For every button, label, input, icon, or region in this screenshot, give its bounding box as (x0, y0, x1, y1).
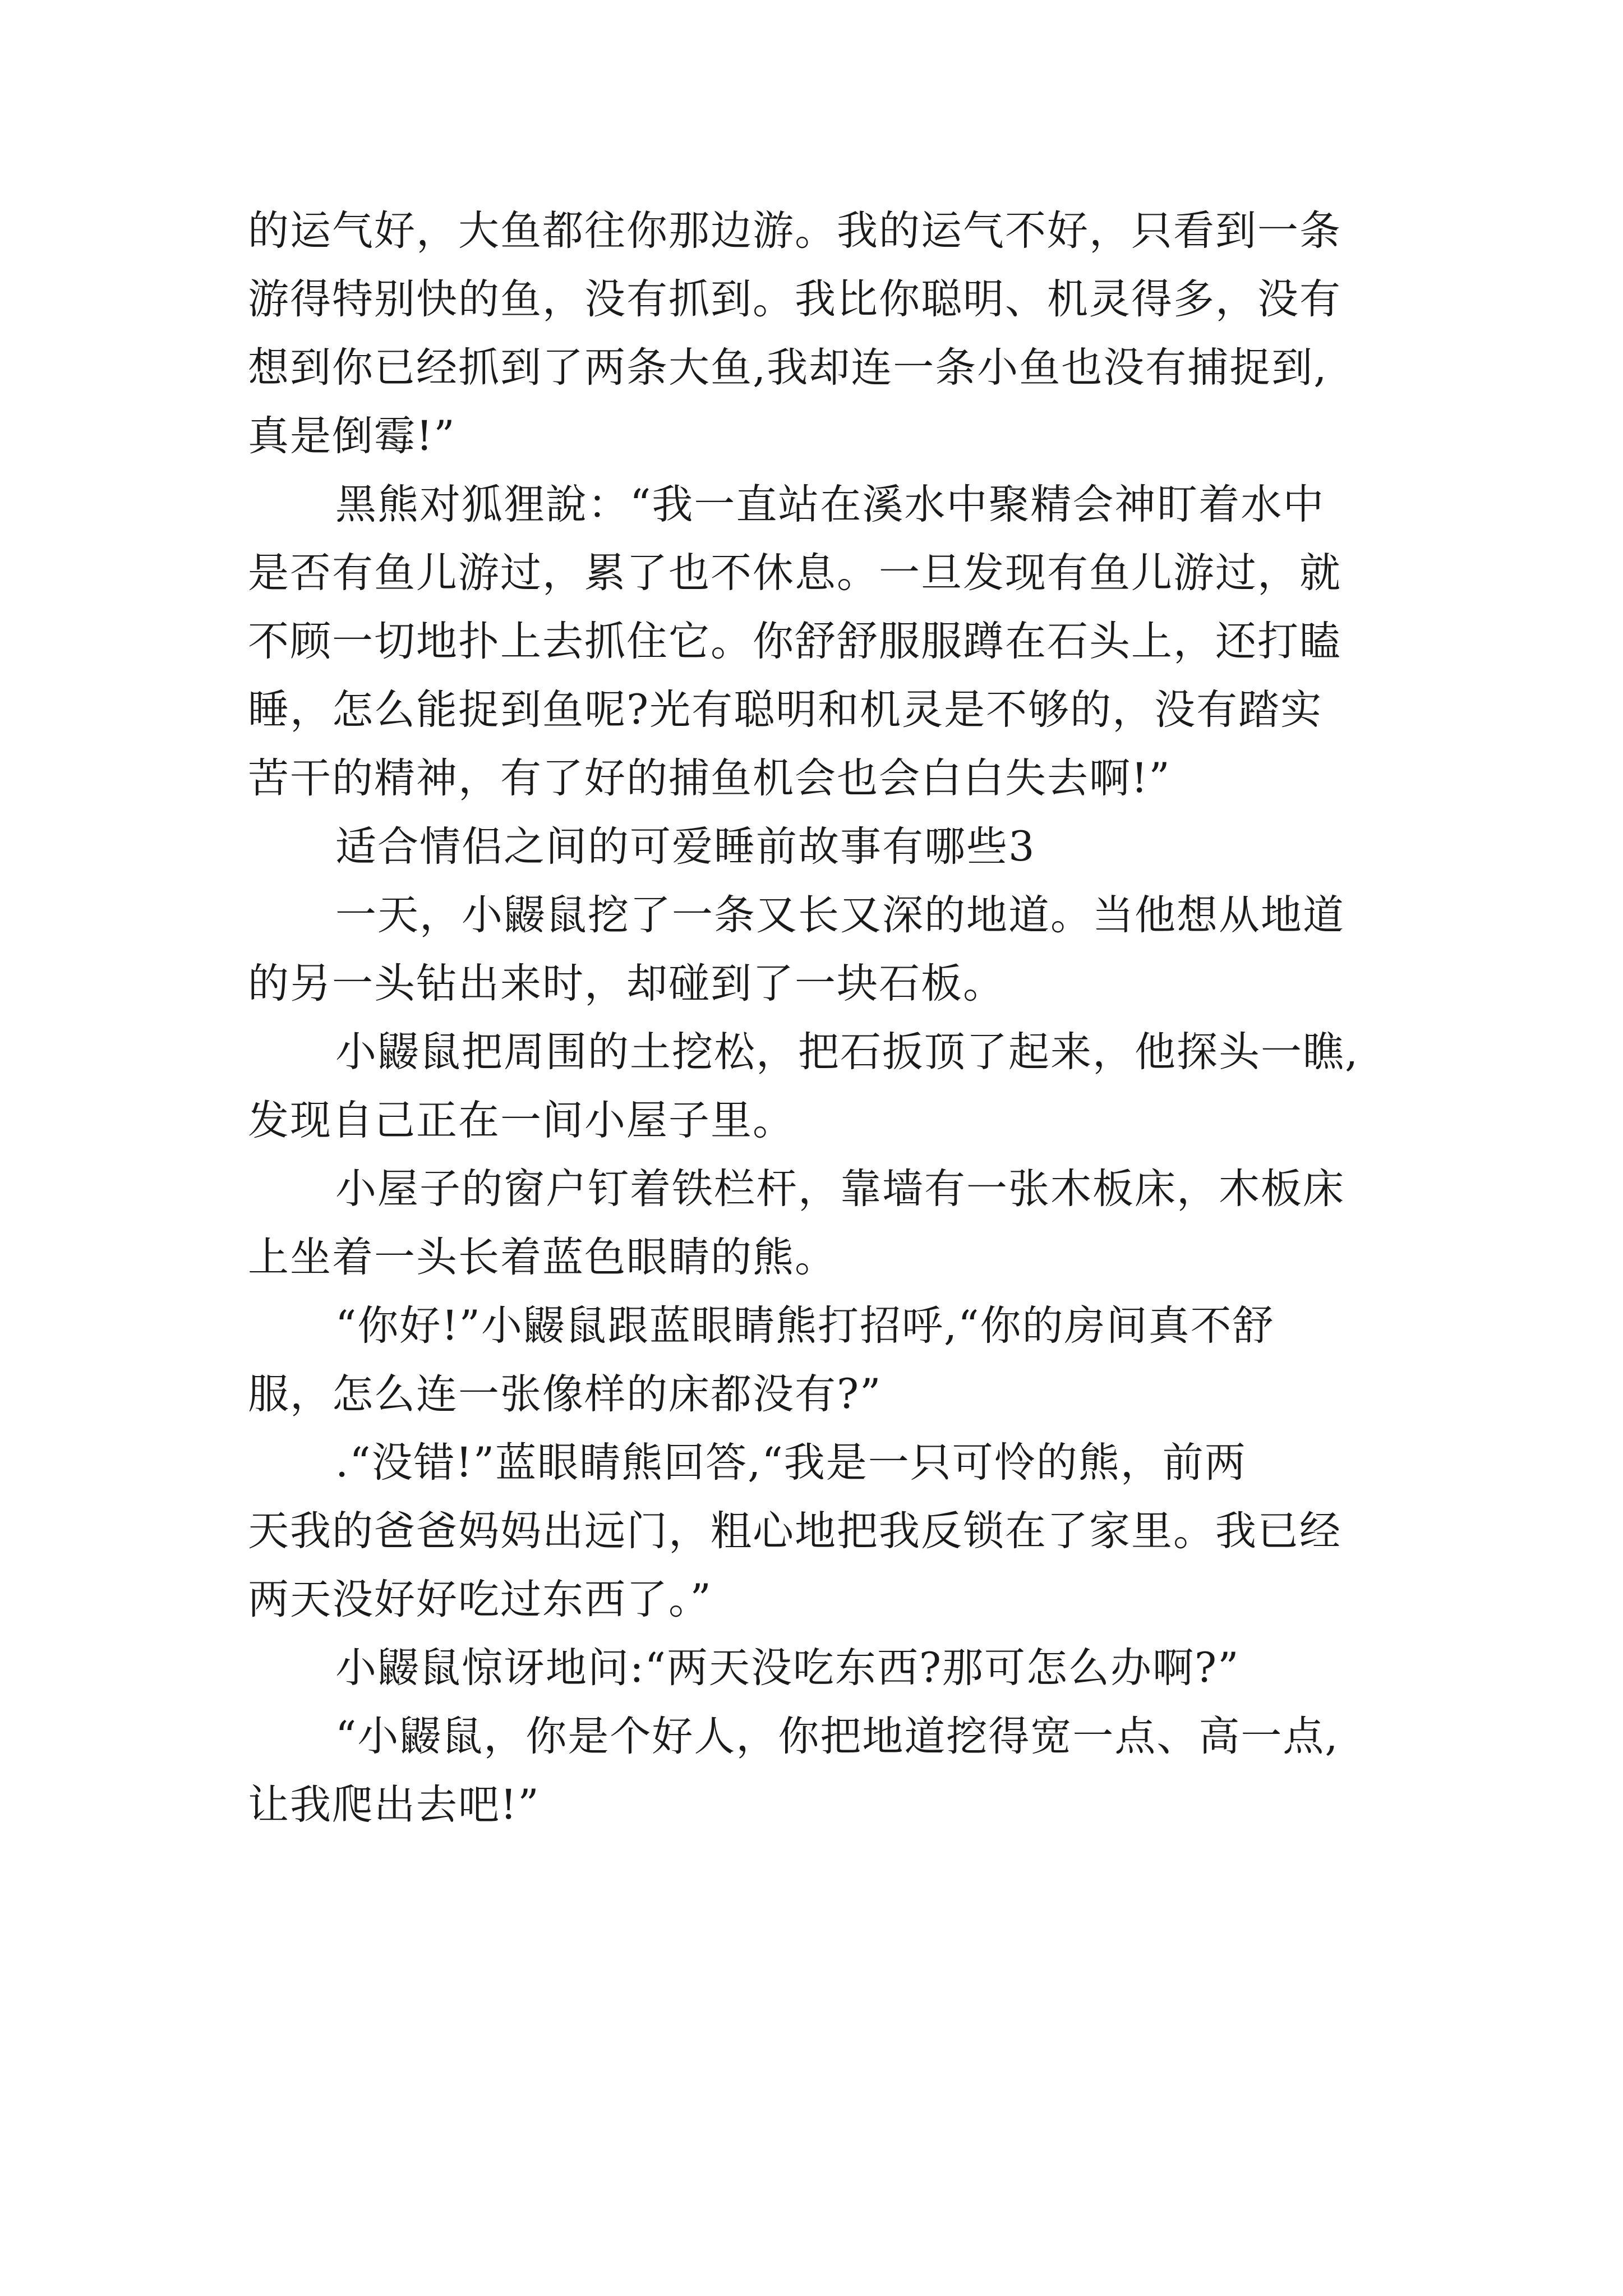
text-line: 是否有鱼儿游过，累了也不休息。一旦发现有鱼儿游过，就 (248, 549, 1341, 597)
text-line: 真是倒霉!” (248, 412, 456, 460)
text-line: 睡，怎么能捉到鱼呢?光有聪明和机灵是不够的，没有踏实 (248, 686, 1323, 734)
text-line: 上坐着一头长着蓝色眼睛的熊。 (248, 1234, 837, 1281)
text-line: 两天没好好吃过东西了。” (248, 1576, 712, 1623)
paragraph-start: 小鼹鼠惊讶地问:“两天没吃东西?那可怎么办啊?” (335, 1644, 1240, 1692)
paragraph-start: 一天，小鼹鼠挖了一条又长又深的地道。当他想从地道 (335, 891, 1345, 939)
text-line: 的另一头钻出来时，却碰到了一块石板。 (248, 960, 1005, 1007)
paragraph-start: “小鼹鼠，你是个好人，你把地道挖得宽一点、高一点, (335, 1713, 1339, 1760)
paragraph-start: “你好!”小鼹鼠跟蓝眼睛熊打招呼,“你的房间真不舒 (335, 1302, 1275, 1350)
text-line: 想到你已经抓到了两条大鱼,我却连一条小鱼也没有捕捉到, (248, 344, 1328, 392)
paragraph-start: 小屋子的窗户钉着铁栏杆，靠墙有一张木板床，木板床 (335, 1165, 1345, 1213)
text-line: 游得特别快的鱼，没有抓到。我比你聪明、机灵得多，没有 (248, 275, 1341, 323)
text-line: 服，怎么连一张像样的床都没有?” (248, 1370, 882, 1418)
text-line: 不顾一切地扑上去抓住它。你舒舒服服蹲在石头上，还打瞌 (248, 618, 1341, 665)
text-line: 天我的爸爸妈妈出远门，粗心地把我反锁在了家里。我已经 (248, 1507, 1341, 1555)
paragraph-start: .“没错!”蓝眼睛熊回答,“我是一只可怜的熊，前两 (335, 1439, 1247, 1487)
text-line: 让我爬出去吧!” (248, 1781, 540, 1829)
section-heading: 适合情侣之间的可爱睡前故事有哪些3 (335, 823, 1036, 871)
text-line: 的运气好，大鱼都往你那边游。我的运气不好，只看到一条 (248, 207, 1341, 255)
text-line: 发现自己正在一间小屋子里。 (248, 1097, 795, 1144)
paragraph-start: 黑熊对狐狸說：“我一直站在溪水中聚精会神盯着水中 (335, 481, 1325, 528)
text-line: 苦干的精神，有了好的捕鱼机会也会白白失去啊!” (248, 754, 1171, 802)
paragraph-start: 小鼹鼠把周围的土挖松，把石扳顶了起来，他探头一瞧, (335, 1028, 1359, 1076)
